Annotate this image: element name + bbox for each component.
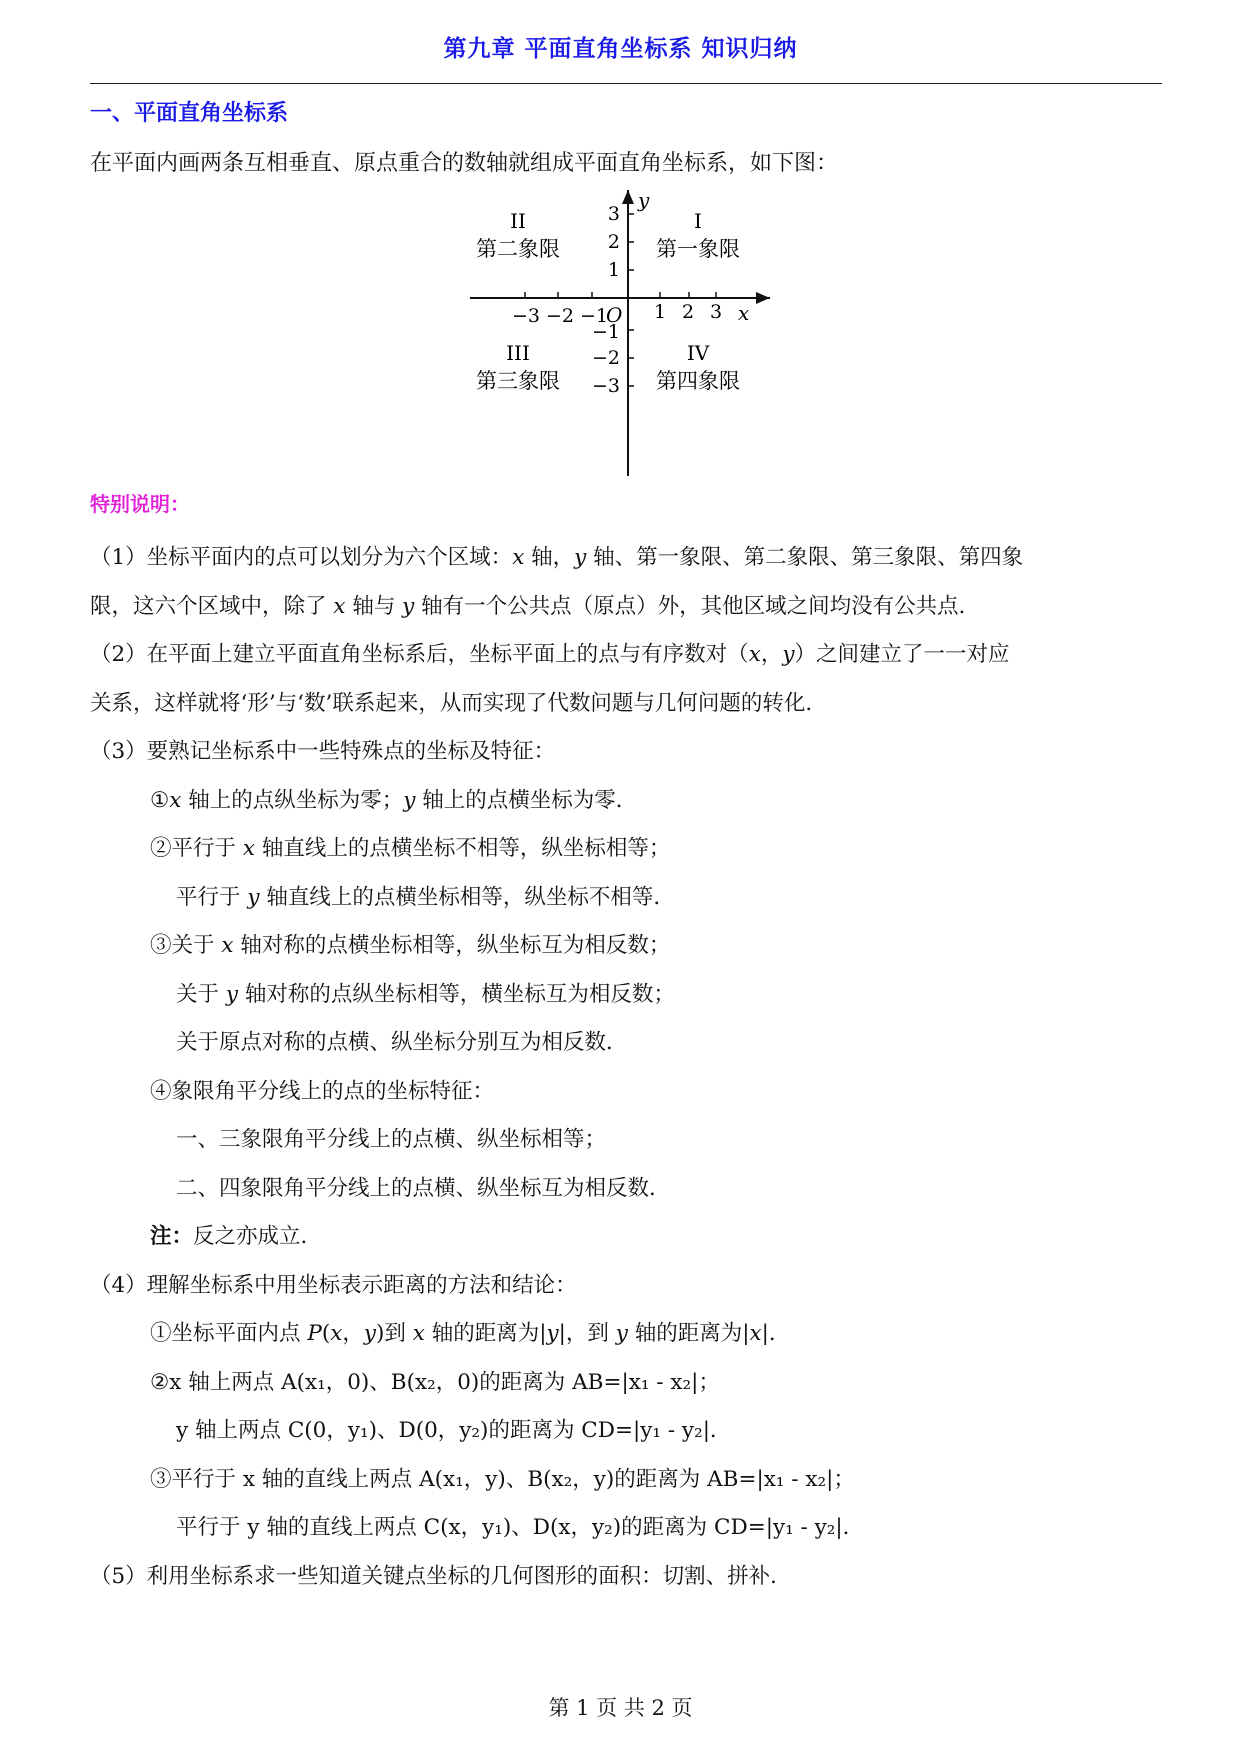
math-var: x: [169, 787, 182, 813]
quadrant-2-numeral: II: [510, 209, 526, 233]
math-var: x: [330, 1321, 343, 1346]
text-run: ①: [150, 787, 170, 813]
text-run: 关于: [176, 981, 226, 1007]
text-run: ②平行于: [150, 836, 243, 861]
note-3-item-2a: [90, 825, 1165, 874]
section-title: 一、平面直角坐标系: [90, 101, 289, 126]
note-4-item-1: [90, 1310, 1165, 1359]
x-tick-label: 2: [682, 301, 695, 323]
note-1-line-2: [90, 583, 1165, 632]
note-2-line-1: [90, 631, 1165, 680]
x-axis-arrow: [756, 292, 770, 304]
math-var: y: [574, 545, 587, 570]
note-5: （5）利用坐标系求一些知道关键点坐标的几何图形的面积：切割、拼补．: [90, 1563, 792, 1589]
y-axis-arrow: [622, 190, 634, 204]
math-var: y: [402, 593, 415, 619]
text-run: ，: [342, 1321, 364, 1346]
quadrant-1-numeral: I: [694, 209, 702, 233]
coordinate-system-figure: [470, 188, 780, 478]
note-3-title: （3）要熟记坐标系中一些特殊点的坐标及特征：: [90, 739, 556, 764]
x-tick-label: 3: [710, 301, 723, 323]
math-var: y: [546, 1321, 559, 1346]
math-var: y: [363, 1321, 377, 1346]
section-intro: 在平面内画两条互相垂直、原点重合的数轴就组成平面直角坐标系，如下图：: [90, 151, 839, 176]
y-tick-label: −1: [591, 321, 620, 343]
note-3-item-3a: [90, 922, 1165, 971]
text-run: 反之亦成立．: [193, 1224, 323, 1249]
note-1-line-1: [90, 534, 1165, 583]
origin-label: O: [606, 303, 623, 327]
math-var: x: [512, 545, 525, 570]
text-run: |．: [761, 1321, 791, 1346]
math-var: x: [749, 1321, 762, 1346]
math-var: x: [412, 1321, 425, 1346]
text-run: 轴的距离为|: [424, 1321, 547, 1346]
note-3-item-4a: 一、三象限角平分线上的点横、纵坐标相等；: [176, 1127, 607, 1152]
text-run: 轴对称的点纵坐标相等，横坐标互为相反数；: [238, 981, 675, 1007]
page-header-title: 第九章 平面直角坐标系 知识归纳: [443, 36, 798, 62]
note-4-item-2a: ②x 轴上两点 A(x₁，0)、B(x₂，0)的距离为 AB=|x₁ - x₂|；: [150, 1369, 720, 1395]
quadrant-4-name: 第四象限: [656, 369, 740, 393]
text-run: ③关于: [150, 933, 222, 958]
y-tick-label: 3: [607, 203, 620, 225]
note-3-item-2b: [90, 874, 1165, 923]
note-4-title: （4）理解坐标系中用坐标表示距离的方法和结论：: [90, 1272, 577, 1298]
special-notes-title: 特别说明：: [90, 492, 190, 516]
math-var: x: [748, 642, 761, 667]
note-3-item-4: ④象限角平分线上的点的坐标特征：: [150, 1078, 495, 1104]
y-tick-label: 2: [607, 231, 620, 253]
x-axis-label: x: [738, 301, 750, 325]
math-var: P: [307, 1321, 322, 1346]
quadrant-1-name: 第一象限: [656, 237, 740, 261]
y-tick-label: −3: [591, 375, 620, 397]
quadrant-3-name: 第三象限: [476, 369, 560, 393]
text-run: |，到: [558, 1321, 616, 1346]
math-var: y: [225, 981, 238, 1007]
note-3-remark: [90, 1213, 1165, 1262]
math-var: x: [333, 593, 346, 619]
text-run: 轴、第一象限、第二象限、第三象限、第四象: [586, 545, 1024, 570]
text-run: 轴，: [524, 545, 575, 570]
y-axis-label: y: [638, 188, 650, 213]
y-tick-label: −2: [591, 347, 620, 369]
math-var: x: [221, 933, 234, 958]
note-3-item-3c: 关于原点对称的点横、纵坐标分别互为相反数．: [176, 1030, 628, 1055]
text-run: （1）坐标平面内的点可以划分为六个区域：: [90, 545, 513, 570]
text-run: 限，这六个区域中，除了: [90, 593, 334, 619]
x-tick-label: −1: [580, 305, 609, 327]
math-var: y: [782, 642, 795, 667]
text-run: 轴上的点纵坐标为零；: [181, 787, 404, 813]
note-3-item-4b: 二、四象限角平分线上的点横、纵坐标互为相反数．: [176, 1175, 671, 1201]
text-run: 轴直线上的点横坐标相等，纵坐标不相等．: [259, 884, 675, 910]
text-run: ，: [760, 642, 783, 667]
math-var: y: [403, 787, 416, 813]
text-run: ①坐标平面内点: [150, 1321, 308, 1346]
text-run: )到: [376, 1321, 413, 1346]
notes-body: [90, 534, 1165, 1601]
text-run: ）之间建立了一一对应: [794, 642, 1010, 667]
math-var: y: [615, 1321, 628, 1346]
header-rule: [90, 83, 1162, 84]
text-run: 轴上的点横坐标为零．: [415, 787, 638, 813]
x-tick-label: 1: [654, 301, 667, 323]
text-run: （2）在平面上建立平面直角坐标系后，坐标平面上的点与有序数对（: [90, 642, 749, 667]
quadrant-2-name: 第二象限: [476, 237, 560, 261]
note-3-item-1: [90, 777, 1165, 826]
remark-label: 注：: [150, 1224, 194, 1249]
y-tick-label: 1: [607, 259, 620, 281]
text-run: (: [321, 1321, 331, 1346]
math-var: y: [247, 884, 260, 910]
text-run: 轴直线上的点横坐标不相等，纵坐标相等；: [254, 836, 671, 861]
note-4-item-2b: y 轴上两点 C(0，y₁)、D(0，y₂)的距离为 CD=|y₁ - y₂|．: [176, 1418, 732, 1443]
note-4-item-3a: ③平行于 x 轴的直线上两点 A(x₁，y)、B(x₂，y)的距离为 AB=|x₁ - x₂|；: [150, 1466, 855, 1492]
math-var: x: [242, 836, 255, 861]
page-footer: 第 1 页 共 2 页: [548, 1696, 693, 1720]
text-run: 轴对称的点横坐标相等，纵坐标互为相反数；: [233, 933, 671, 958]
text-run: 轴与: [345, 593, 403, 619]
quadrant-3-numeral: III: [506, 341, 530, 365]
text-run: 轴的距离为|: [627, 1321, 750, 1346]
x-tick-label: −2: [546, 305, 575, 327]
quadrant-4-numeral: IV: [686, 341, 710, 365]
text-run: 平行于: [176, 884, 248, 910]
note-2-line-2: 关系，这样就将‘形’与‘数’联系起来，从而实现了代数问题与几何问题的转化．: [90, 690, 827, 716]
text-run: 轴有一个公共点（原点）外，其他区域之间均没有公共点．: [414, 593, 981, 619]
note-4-item-3b: 平行于 y 轴的直线上两点 C(x，y₁)、D(x，y₂)的距离为 CD=|y₁ - y₂|．: [176, 1515, 865, 1540]
note-3-item-3b: [90, 971, 1165, 1020]
x-tick-label: −3: [512, 305, 541, 327]
